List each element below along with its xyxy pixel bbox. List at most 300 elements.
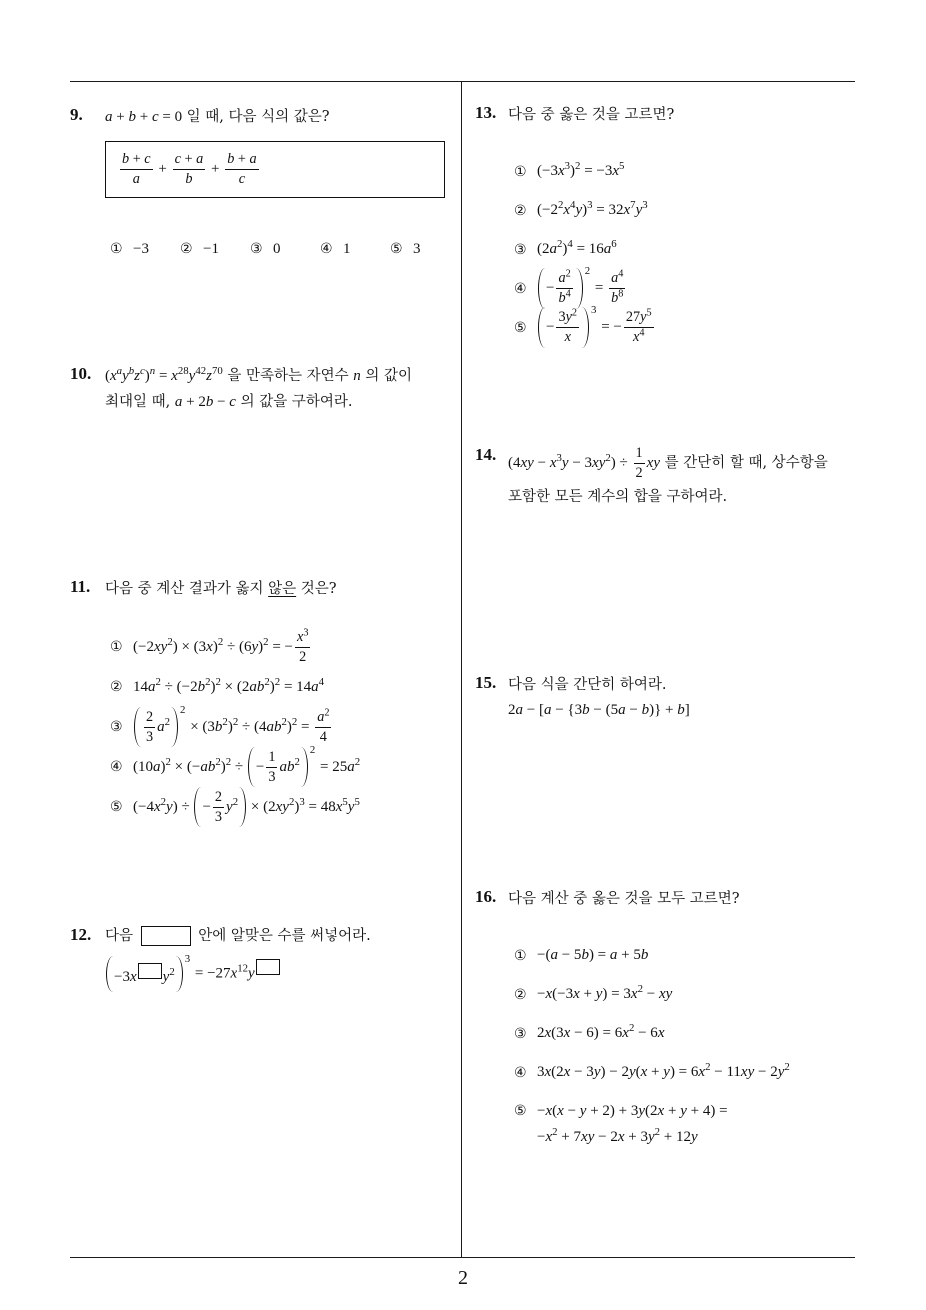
math-text: − 6x [634, 1025, 665, 1041]
math-variable: x [275, 798, 283, 815]
math-text: 3 [184, 953, 191, 965]
math-text: = 25a [316, 758, 355, 775]
problem-13-choices [514, 152, 656, 347]
superscript [178, 365, 189, 377]
math-variable: c [174, 151, 181, 168]
math-variable: x [335, 798, 343, 815]
math-variable: b [128, 364, 135, 377]
math-text: 2 [264, 675, 270, 688]
math-variable: y [747, 1064, 755, 1080]
math-text: 2 [205, 675, 211, 688]
math-variable: b [227, 151, 235, 168]
choice-mark: ② [110, 679, 123, 695]
math-variable: n [353, 367, 361, 384]
math-text [133, 171, 140, 187]
math-text: 12 [237, 962, 249, 975]
parenthesized-content [546, 307, 581, 348]
math-variable: a [116, 364, 123, 377]
choice-5 [110, 787, 360, 827]
left-parenthesis [194, 787, 201, 828]
page-number: 2 [458, 1266, 468, 1289]
math-text: 6 [611, 238, 617, 251]
math-variable: x [296, 628, 304, 645]
math-text [279, 758, 294, 774]
math-text: = −3x [580, 163, 620, 179]
math-variable: b [122, 151, 130, 168]
choice-mark: ① [110, 639, 123, 655]
math-text: 2 [705, 1061, 711, 1074]
math-text: a + b + c = 0 [105, 108, 183, 125]
math-text: 3 [564, 160, 571, 173]
right-parenthesis [176, 956, 183, 992]
math-variable: x [592, 454, 599, 471]
choice-expression [203, 241, 219, 258]
math-text: −1 [203, 240, 219, 257]
problem-13-number: 13. [475, 103, 497, 122]
fraction-denominator [556, 289, 572, 307]
superscript [591, 304, 596, 316]
fraction [144, 709, 155, 746]
expression-line [537, 1098, 728, 1124]
math-variable: x [549, 454, 557, 471]
math-text: = 32x [592, 202, 631, 218]
math-text: 4 [567, 238, 573, 251]
math-text: 2 [232, 795, 239, 808]
fraction [315, 709, 331, 746]
choice-mark: ② [180, 241, 193, 257]
math-text [157, 718, 165, 734]
math-variable: c [144, 151, 151, 168]
math-text: 7 [630, 199, 636, 212]
math-text: = 16a [572, 241, 612, 257]
math-variable: x [563, 1025, 571, 1041]
math-text: 2 [215, 755, 221, 768]
math-variable: y [595, 986, 603, 1002]
math-variable: b [207, 758, 216, 775]
text: 포함한 모든 계수의 합을 구하여라. [508, 488, 728, 505]
math-text: y) [575, 202, 588, 218]
math-variable: y [680, 1103, 687, 1119]
math-text: 14a [133, 678, 156, 695]
math-text: 3y [558, 309, 572, 326]
math-variable: y [561, 454, 569, 471]
left-parenthesis [134, 707, 141, 748]
math-variable: y [635, 202, 643, 218]
math-variable: a [196, 151, 204, 168]
math-variable: b [581, 947, 589, 963]
math-variable: c [140, 364, 145, 377]
big-parentheses [538, 265, 591, 309]
math-variable: x [230, 965, 238, 982]
superscript [566, 269, 571, 280]
choice-mark: ② [514, 986, 527, 1003]
math-text: 1 [268, 748, 276, 765]
math-text: 3 [214, 808, 223, 825]
fraction [609, 270, 625, 307]
math-text: 2 [165, 755, 171, 768]
parenthesized-content [256, 747, 300, 788]
math-variable: y [575, 202, 583, 218]
math-variable: x [206, 638, 213, 655]
math-text: 2 [605, 451, 611, 464]
math-variable: a [148, 678, 156, 695]
math-text: ) [220, 758, 226, 775]
math-variable: y [122, 367, 129, 384]
math-variable: z [206, 367, 212, 384]
math-text: 3 [642, 199, 648, 212]
math-text: 0 [273, 240, 281, 257]
choice-1 [514, 152, 656, 191]
expression-line [537, 1124, 728, 1150]
math-text: 3 [146, 728, 154, 745]
math-text: 2 [274, 675, 281, 688]
problem-15-stem-text [508, 673, 667, 694]
math-variable: x [633, 329, 640, 345]
problem-15-expression [508, 702, 690, 719]
choice-expression [537, 1022, 665, 1042]
math-text: 2 [217, 635, 224, 648]
problem-14-stem-text [508, 485, 727, 506]
math-variable: x [153, 638, 161, 655]
problem-10-stem-text [105, 364, 412, 385]
problem-10-stem-line-2 [105, 388, 352, 412]
math-text: 5 [342, 795, 348, 808]
math-text: (−2 [537, 202, 558, 218]
math-variable: y [653, 454, 660, 471]
text: 의 값을 구하여라. [235, 393, 353, 410]
math-variable: y [587, 1129, 595, 1145]
math-text [226, 798, 233, 814]
text: 안에 알맞은 수를 써넣어라. [193, 927, 371, 944]
math-text: = 14a [280, 678, 319, 695]
problem-16-choices [514, 936, 790, 1150]
fraction-numerator [624, 309, 654, 328]
math-text: × (−ab [170, 758, 216, 775]
problem-9-stem [105, 103, 330, 127]
math-variable: y [347, 798, 355, 815]
math-variable: b [611, 290, 619, 306]
problem-13-stem-text [508, 103, 674, 124]
math-text: (−2xy [133, 638, 168, 655]
problem-15-stem-line-2 [508, 698, 690, 722]
math-text: 4 [565, 288, 571, 300]
math-text: 4 [618, 268, 624, 280]
superscript [566, 288, 571, 299]
math-text: − xy [642, 986, 673, 1002]
math-variable: x [544, 1064, 552, 1080]
math-text: ) [210, 678, 216, 695]
math-text: b + c [122, 151, 151, 168]
bottom-rule [70, 1257, 855, 1258]
math-text [558, 290, 565, 306]
choice-2 [514, 191, 656, 230]
choice-mark: ⑤ [514, 319, 527, 336]
choice-mark: ③ [110, 719, 123, 735]
math-text: 3 [413, 240, 421, 257]
problem-12-equation [105, 953, 281, 992]
math-text: 2 [169, 965, 175, 978]
math-variable: a [611, 270, 619, 287]
superscript [784, 1061, 789, 1073]
text: 다음 중 옳은 것을 고르면? [508, 106, 675, 123]
math-text: ÷ (4ab [238, 718, 282, 735]
math-variable: x [622, 1025, 629, 1041]
math-text: = − [597, 318, 622, 335]
math-variable: x [171, 367, 178, 384]
math-text: 70 [211, 364, 223, 377]
math-variable: y [663, 1064, 670, 1080]
math-text: = −27x [191, 965, 238, 982]
math-text: 2 [146, 708, 154, 725]
math-variable: x [563, 1064, 571, 1080]
math-text: y − 3xy [561, 454, 606, 471]
math-variable: x [630, 986, 638, 1002]
fraction-denominator [173, 170, 206, 188]
math-text: 2 [155, 675, 161, 688]
math-variable: x [617, 1129, 625, 1145]
math-text: 2x(3x − 6) = 6x [537, 1025, 629, 1041]
math-variable: y [640, 309, 647, 326]
math-text: (4xy − x [508, 454, 557, 471]
math-text: × (3b [186, 718, 223, 735]
parenthesized-content [202, 787, 238, 828]
problem-11-choices [110, 627, 360, 827]
fraction [295, 629, 310, 666]
math-variable: y [593, 1064, 601, 1080]
math-text [647, 454, 660, 470]
math-text: 3 [299, 795, 305, 808]
fraction-denominator [213, 808, 224, 826]
math-text: (−3x [537, 163, 565, 179]
math-variable: b [582, 701, 590, 718]
math-text: = − [268, 638, 293, 655]
math-text: 2 [167, 635, 173, 648]
answer-blank [256, 959, 280, 975]
math-variable: x [520, 454, 528, 471]
choice-expression [133, 743, 361, 788]
math-variable: x [544, 1025, 552, 1041]
fraction-numerator [225, 151, 258, 170]
math-variable: x [573, 986, 580, 1002]
math-text: 27y [625, 309, 647, 326]
problem-9-expression [118, 151, 261, 188]
choice-2 [514, 975, 790, 1014]
math-text: 2 [294, 755, 300, 768]
math-text: 2 [160, 795, 167, 808]
math-text: 5 [619, 160, 625, 173]
math-text [558, 270, 565, 286]
superscript [303, 627, 308, 638]
superscript [639, 327, 644, 338]
problem-9-expression-box [105, 141, 445, 198]
text: 다음 [105, 927, 138, 944]
math-variable: x [564, 329, 571, 345]
math-variable: c [229, 393, 236, 410]
math-text: 4 [570, 199, 576, 212]
fraction-denominator [634, 464, 645, 482]
text: 다음 식을 간단히 하여라. [508, 676, 667, 693]
math-variable: a [543, 701, 552, 718]
superscript [572, 308, 577, 319]
math-variable: x [563, 202, 571, 218]
math-text: 2 [299, 648, 307, 665]
problem-9-number: 9. [70, 105, 83, 124]
choice-mark: ⑤ [110, 799, 123, 815]
math-variable: x [657, 1025, 665, 1041]
math-variable: y [598, 454, 606, 471]
math-text: − [202, 798, 211, 815]
superscript [585, 265, 590, 277]
problem-14-stem-line-1 [508, 444, 828, 482]
superscript [185, 953, 190, 965]
math-text [248, 965, 255, 981]
math-text: − [546, 279, 555, 296]
choice-3 [250, 237, 320, 261]
fraction-numerator [173, 151, 206, 170]
text: 의 값이 [360, 367, 412, 384]
math-variable: b [558, 290, 566, 306]
choice-expression [537, 265, 627, 309]
math-text: ) ÷ [610, 454, 632, 471]
choice-expression [537, 160, 625, 180]
parenthesized-content [546, 268, 575, 309]
choice-expression [537, 983, 673, 1003]
text: 을 만족하는 자연수 [222, 367, 354, 384]
math-text: ) [294, 798, 300, 815]
big-parentheses [194, 787, 246, 828]
choice-expression [133, 241, 149, 258]
problem-11-stem [105, 575, 337, 599]
math-variable: x [658, 986, 666, 1002]
math-text: 3 [303, 627, 309, 639]
math-text [122, 368, 129, 384]
fraction-denominator [295, 648, 310, 666]
fraction [634, 445, 645, 482]
fraction-numerator [556, 309, 579, 328]
math-variable: y [579, 1103, 587, 1119]
choice-expression [343, 241, 351, 258]
math-variable: a [609, 947, 618, 963]
choice-3 [514, 1014, 790, 1053]
math-text: 2 [628, 1022, 635, 1035]
math-text: b + a [227, 151, 257, 168]
choice-expression [133, 787, 360, 828]
fraction-numerator [315, 709, 331, 728]
math-text: 2 [164, 715, 171, 728]
math-text: −x(x − y + 2) + 3y(2x + y + 4) = [537, 1103, 728, 1119]
math-text: 2 [263, 635, 269, 648]
choice-mark: ⑤ [390, 241, 403, 257]
superscript [195, 365, 206, 377]
choice-expression [537, 1098, 728, 1150]
fraction [225, 151, 258, 188]
math-text: 1 [343, 240, 351, 257]
problem-12-stem-text [105, 924, 371, 947]
fraction-denominator [120, 170, 153, 188]
math-variable: x [153, 798, 161, 815]
problem-9-stem-text [105, 105, 330, 126]
math-variable: x [581, 1129, 588, 1145]
math-variable: x [698, 1064, 706, 1080]
math-text: 2 [324, 707, 330, 719]
math-variable: a [174, 393, 183, 410]
math-text: ) [227, 718, 233, 735]
math-variable: a [558, 270, 566, 287]
math-variable: a [153, 758, 161, 775]
math-text [353, 368, 361, 384]
superscript [169, 966, 174, 978]
math-variable: b [641, 701, 650, 718]
math-text: + [154, 160, 171, 177]
math-variable: b [286, 758, 295, 775]
fraction-numerator [634, 445, 645, 464]
math-text: = [591, 279, 608, 296]
fraction-denominator [266, 768, 277, 786]
text: 를 간단히 할 때, 상수항을 [659, 454, 828, 471]
choice-4 [514, 265, 656, 308]
problem-12-stem-line-1 [105, 923, 371, 947]
math-variable: y [665, 986, 673, 1002]
choice-mark: ④ [320, 241, 333, 257]
math-text: = [297, 718, 314, 735]
choice-mark: ③ [514, 1025, 527, 1042]
choice-mark: ⑤ [514, 1103, 527, 1119]
parenthesized-content [142, 707, 170, 748]
math-variable: y [188, 367, 196, 384]
choice-expression [133, 675, 325, 696]
problem-10-number: 10. [70, 364, 92, 383]
math-variable: x [646, 454, 654, 471]
choice-mark: ① [514, 163, 527, 180]
math-text: −x [537, 1129, 553, 1145]
math-text: 2 [354, 755, 361, 768]
choice-mark: ① [514, 947, 527, 964]
math-variable: x [545, 1129, 553, 1145]
fraction [173, 151, 206, 188]
superscript [319, 676, 324, 688]
math-text: = x [155, 367, 178, 384]
math-text: 2 [637, 983, 643, 996]
math-text: 3 [591, 304, 597, 317]
fraction [556, 309, 579, 346]
math-variable: y [628, 1064, 636, 1080]
superscript [324, 707, 329, 718]
choice-mark: ① [110, 241, 123, 257]
superscript [233, 796, 238, 808]
fraction-denominator [624, 328, 654, 346]
choice-mark: ③ [250, 241, 263, 257]
math-text: 2 [654, 1126, 661, 1139]
math-variable: b [256, 678, 265, 695]
left-parenthesis [248, 747, 255, 788]
math-text: + 12y [660, 1129, 698, 1145]
choice-2 [110, 667, 360, 707]
choice-expression [537, 947, 648, 964]
fraction-numerator [266, 749, 277, 768]
math-variable: z [134, 367, 140, 384]
fraction-denominator [556, 328, 579, 346]
math-variable: a [603, 241, 612, 257]
math-text: ÷ [231, 758, 247, 775]
math-text: 2 [784, 1061, 790, 1074]
math-variable: x [545, 1103, 553, 1119]
choice-expression [133, 703, 333, 748]
math-variable: x [129, 968, 137, 985]
math-text: 2 [575, 160, 581, 173]
math-variable: a [249, 678, 257, 695]
problem-11-stem-text [105, 577, 337, 598]
math-variable: a [618, 701, 626, 718]
